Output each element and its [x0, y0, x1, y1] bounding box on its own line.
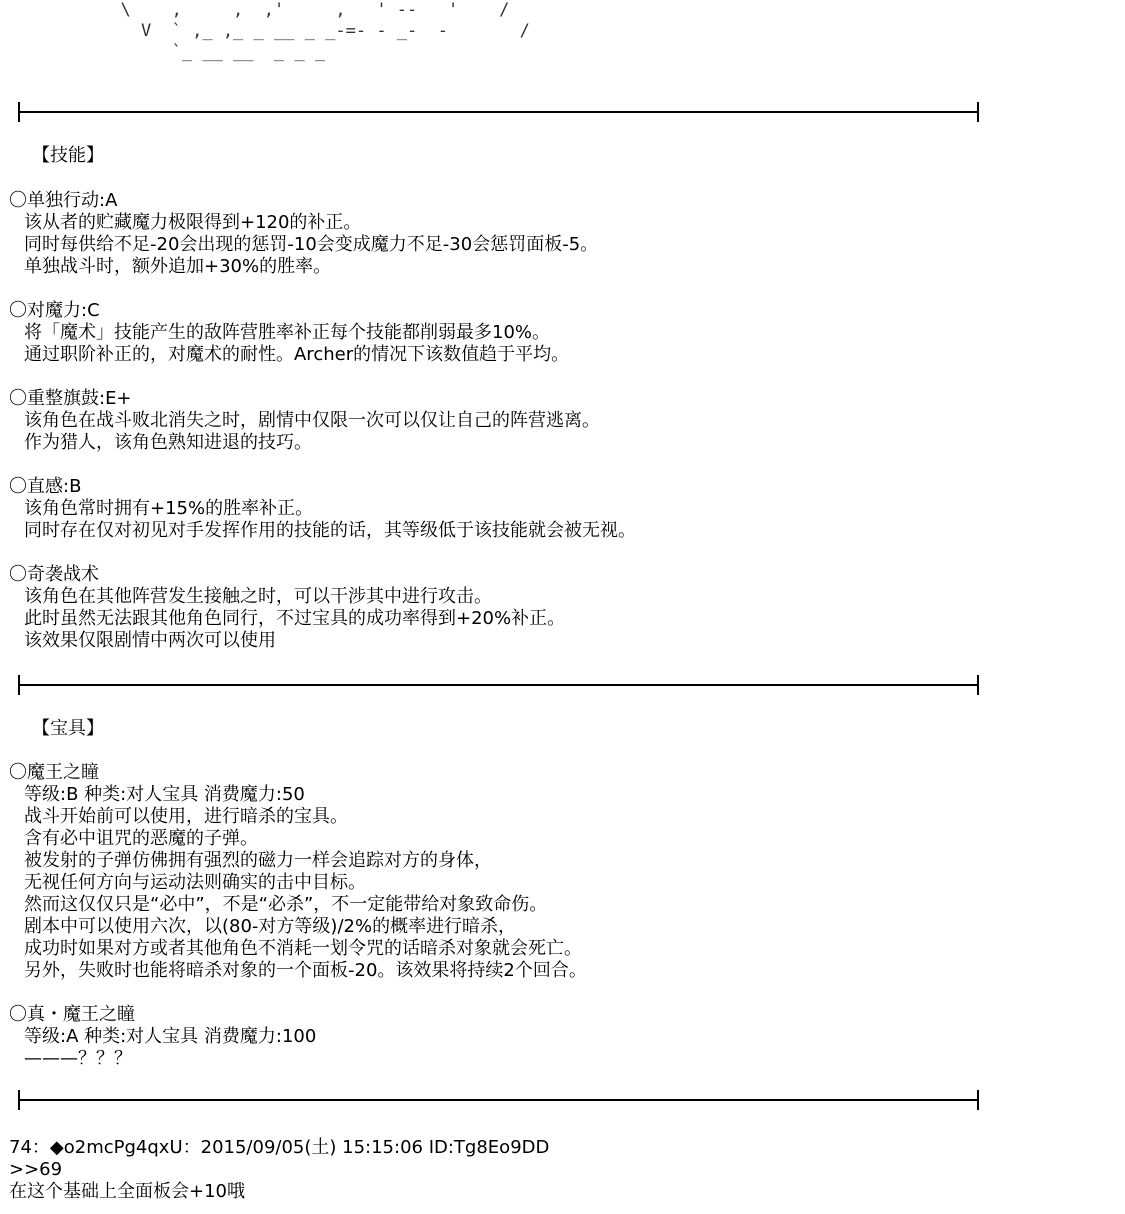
post-body: 在这个基础上全面板会+10哦: [9, 1181, 245, 1202]
skill-text: 该角色常时拥有+15%的胜率补正。: [24, 498, 314, 519]
np-text: 另外，失败时也能将暗杀对象的一个面板-20。该效果将持续2个回合。: [24, 960, 587, 981]
np-header: 【宝具】: [32, 718, 104, 739]
np-text: 然而这仅仅只是“必中”，不是“必杀”，不一定能带给对象致命伤。: [24, 894, 548, 915]
ascii-art-line: \ , , ,' , ' -- ' /: [100, 0, 510, 20]
skill-title: 〇单独行动:A: [9, 190, 118, 211]
np-text: 等级:A 种类:对人宝具 消费魔力:100: [24, 1026, 317, 1047]
skill-text: 该角色在战斗败北消失之时，剧情中仅限一次可以仅让自己的阵营逃离。: [24, 410, 600, 431]
post-meta: 74：◆o2mcPg4qxU：2015/09/05(土) 15:15:06 ID:Tg8Eo9DD: [9, 1137, 550, 1158]
skill-text: 作为猎人，该角色熟知进退的技巧。: [24, 432, 312, 453]
np-text: 等级:B 种类:对人宝具 消费魔力:50: [24, 784, 305, 805]
skill-text: 同时每供给不足-20会出现的惩罚-10会变成魔力不足-30会惩罚面板-5。: [24, 234, 599, 255]
skill-text: 将「魔术」技能产生的敌阵营胜率补正每个技能都削弱最多10%。: [24, 322, 551, 343]
np-title: 〇魔王之瞳: [9, 762, 99, 783]
np-text: 被发射的子弹仿佛拥有强烈的磁力一样会追踪对方的身体，: [24, 850, 492, 871]
divider: [18, 684, 979, 686]
skill-title: 〇奇袭战术: [9, 564, 99, 585]
np-text: 战斗开始前可以使用，进行暗杀的宝具。: [24, 806, 348, 827]
skill-text: 通过职阶补正的，对魔术的耐性。Archer的情况下该数值趋于平均。: [24, 344, 570, 365]
np-text: 无视任何方向与运动法则确实的击中目标。: [24, 872, 366, 893]
divider: [18, 111, 979, 113]
reply-link[interactable]: >>69: [9, 1159, 63, 1180]
skill-title: 〇直感:B: [9, 476, 82, 497]
skill-title: 〇重整旗鼓:E+: [9, 388, 132, 409]
skill-text: 该从者的贮藏魔力极限得到+120的补正。: [24, 212, 362, 233]
ascii-art-line: V ` ,_ ,_ _ __ _ _-=- - _- - /: [100, 21, 530, 41]
np-text: 成功时如果对方或者其他角色不消耗一划令咒的话暗杀对象就会死亡。: [24, 938, 582, 959]
skills-header: 【技能】: [32, 145, 104, 166]
ascii-art-line: `_ __ __ _ _ _: [100, 42, 367, 62]
skill-text: 该效果仅限剧情中两次可以使用: [24, 630, 276, 651]
skill-text: 该角色在其他阵营发生接触之时，可以干涉其中进行攻击。: [24, 586, 492, 607]
skill-text: 同时存在仅对初见对手发挥作用的技能的话，其等级低于该技能就会被无视。: [24, 520, 636, 541]
skill-text: 单独战斗时，额外追加+30%的胜率。: [24, 256, 332, 277]
skill-text: 此时虽然无法跟其他角色同行，不过宝具的成功率得到+20%补正。: [24, 608, 566, 629]
np-title: 〇真・魔王之瞳: [9, 1004, 135, 1025]
np-text: 剧本中可以使用六次，以(80-对方等级)/2%的概率进行暗杀，: [24, 916, 517, 937]
divider: [18, 1099, 979, 1101]
ascii-art: [100, 0, 530, 63]
skill-title: 〇对魔力:C: [9, 300, 100, 321]
np-text: 含有必中诅咒的恶魔的子弹。: [24, 828, 258, 849]
np-text: ———？？？: [24, 1048, 132, 1069]
